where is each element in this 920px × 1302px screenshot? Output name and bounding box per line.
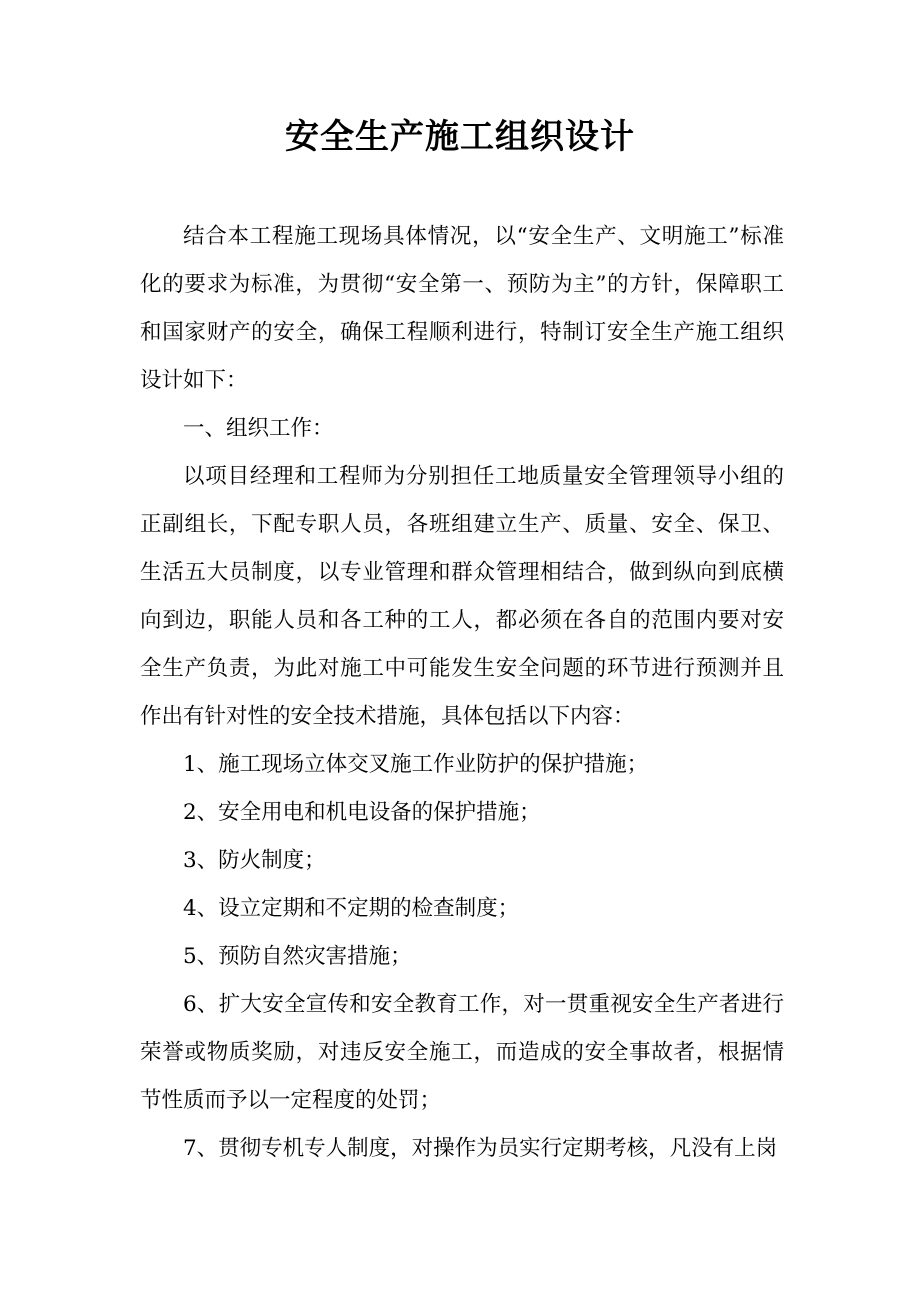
intro-paragraph: 结合本工程施工现场具体情况，以“安全生产、文明施工”标准化的要求为标准，为贯彻“安全第一、预防为主”的方针，保障职工和国家财产的安全，确保工程顺利进行，特制订安全生产施工组织设计如下：: [140, 224, 784, 393]
list-item-7: 7、贯彻专机专人制度，对操作为员实行定期考核，凡没有上岗: [183, 1136, 778, 1161]
list-item-5: 5、预防自然灾害措施；: [183, 944, 412, 969]
document-body: [140, 213, 784, 1173]
document-title: 安全生产施工组织设计: [285, 117, 635, 157]
section-heading-organization: 一、组织工作：: [183, 416, 334, 441]
organization-paragraph: 以项目经理和工程师为分别担任工地质量安全管理领导小组的正副组长，下配专职人员，各班组建立生产、质量、安全、保卫、生活五大员制度，以专业管理和群众管理相结合，做到纵向到底横向到边，职能人员和各工种的工人，都必须在各自的范围内要对安全生产负责，为此对施工中可能发生安全问题的环节进行预测并且作出有针对性的安全技术措施，具体包括以下内容：: [140, 464, 784, 729]
list-item-3: 3、防火制度；: [183, 848, 326, 873]
list-item-6: 6、扩大安全宣传和安全教育工作，对一贯重视安全生产者进行荣誉或物质奖励，对违反安全施工，而造成的安全事故者，根据情节性质而予以一定程度的处罚；: [140, 992, 784, 1113]
list-item-1: 1、施工现场立体交叉施工作业防护的保护措施；: [183, 752, 649, 777]
list-item-4: 4、设立定期和不定期的检查制度；: [183, 896, 520, 921]
list-item-2: 2、安全用电和机电设备的保护措施；: [183, 800, 541, 825]
